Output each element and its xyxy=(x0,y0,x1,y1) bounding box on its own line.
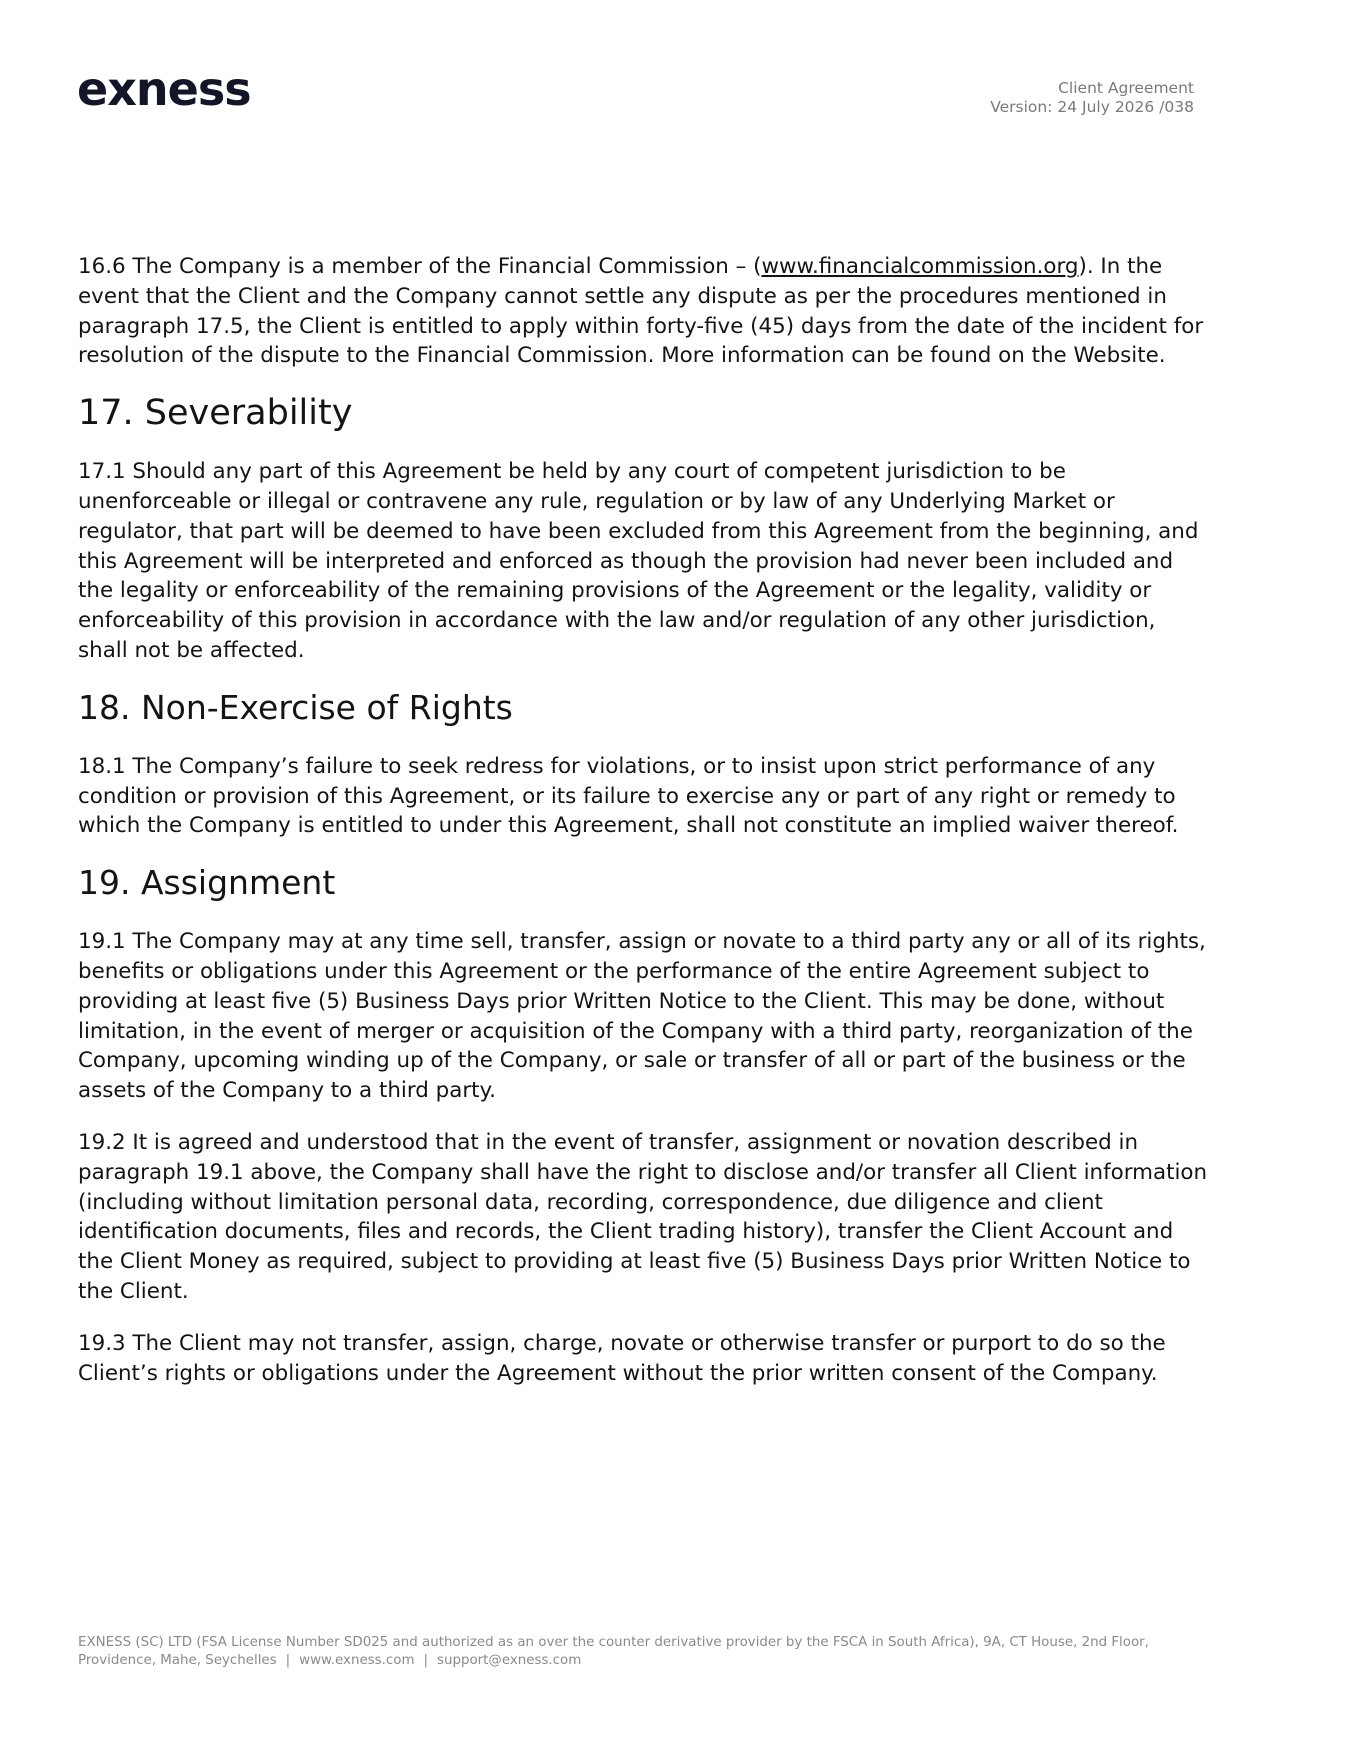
paragraph-19-2: 19.2 It is agreed and understood that in the event of transfer, assignment or novation described in paragraph 19.1 above, the Company shall have the right to disclose and/or transfer all Client information (including without limitation personal data, recording, correspondence, due diligence and client identification documents, files and records, the Client trading history), transfer the Client Account and the Client Money as required, subject to providing at least five (5) Business Days prior Written Notice to the Client. xyxy=(78,1129,1208,1304)
footer-separator: | xyxy=(285,1653,291,1668)
paragraph-17-1: 17.1 Should any part of this Agreement be held by any court of competent jurisdiction to be unenforceable or illegal or contravene any rule, regulation or by law of any Underlying Market or regulator, that part will be deemed to have been excluded from this Agreement from the beginning, and this Agreement will be interpreted and enforced as though the provision had never been included and the legality or enforceability of the remaining provisions of the Agreement or the legality, validity or enforceability of this provision in accordance with the law and/or regulation of any other jurisdiction, shall not be affected. xyxy=(78,459,1199,663)
document-version: Version: 24 July 2026 /038 xyxy=(990,98,1194,116)
paragraph-19-3: 19.3 The Client may not transfer, assign, charge, novate or otherwise transfer or purport to do so the Client’s rights or obligations under the Agreement without the prior written consent of the Company. xyxy=(78,1330,1166,1386)
paragraph-18-1: 18.1 The Company’s failure to seek redress for violations, or to insist upon strict performance of any condition or provision of this Agreement, or its failure to exercise any or part of any right or remedy to which the Company is entitled to under this Agreement, shall not constitute an implied waiver thereof. xyxy=(78,753,1179,839)
footer-email-link[interactable]: support@exness.com xyxy=(437,1653,582,1668)
paragraph-16-6 xyxy=(78,252,1208,371)
exness-logo: exness xyxy=(77,62,251,116)
footer-website-link[interactable]: www.exness.com xyxy=(299,1653,415,1668)
heading-non-exercise-of-rights: 18. Non-Exercise of Rights xyxy=(78,687,513,727)
heading-assignment: 19. Assignment xyxy=(78,863,336,903)
footer-company-info: EXNESS (SC) LTD (FSA License Number SD025 and authorized as an over the counter derivative provider by the FSCA in South Africa), 9A, CT House, 2nd Floor, Providence, Mahe, Seychelles xyxy=(78,1635,1149,1668)
heading-severability: 17. Severability xyxy=(78,393,353,434)
paragraph-19-1: 19.1 The Company may at any time sell, transfer, assign or novate to a third party any or all of its rights, benefits or obligations under this Agreement or the performance of the entire Agreement subject to providing at least five (5) Business Days prior Written Notice to the Client. This may be done, without limitation, in the event of merger or acquisition of the Company with a third party, reorganization of the Company, upcoming winding up of the Company, or sale or transfer of all or part of the business or the assets of the Company to a third party. xyxy=(78,929,1206,1104)
document-title: Client Agreement xyxy=(1058,79,1194,97)
document-body xyxy=(78,252,1208,1410)
document-meta xyxy=(990,79,1194,117)
financial-commission-link[interactable]: www.financialcommission.org xyxy=(761,254,1079,279)
page-footer xyxy=(78,1634,1208,1670)
footer-separator: | xyxy=(423,1653,429,1668)
paragraph-16-6-text-start: 16.6 The Company is a member of the Financial Commission – ( xyxy=(78,254,762,279)
paragraph-16-6-text-end: ). In the event that the Client and the Company cannot settle any dispute as per the procedures mentioned in paragraph 17.5, the Client is entitled to apply within forty-five (45) days from the date of the incident for resolution of the dispute to the Financial Commission. More information can be found on the Website. xyxy=(78,254,1204,369)
